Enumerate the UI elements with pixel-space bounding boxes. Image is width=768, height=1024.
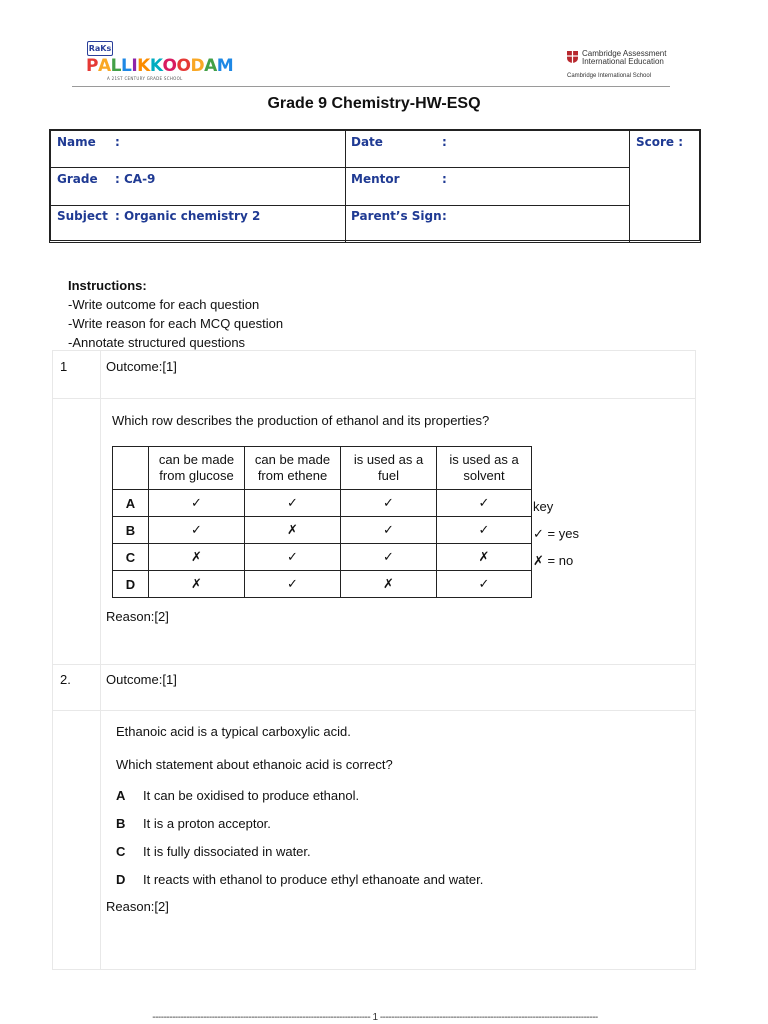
logo-letter: M <box>216 56 234 76</box>
logo-letter: O <box>162 56 177 76</box>
key-title: key <box>533 499 554 514</box>
logo-letter: I <box>131 56 138 76</box>
logo-tagline: A 21ST CENTURY GRADE SCHOOL <box>107 76 183 81</box>
q2-question-text: Which statement about ethanoic acid is correct? <box>116 757 393 772</box>
table-cell: ✗ <box>149 571 245 598</box>
table-cell: ✗ <box>245 517 341 544</box>
q1-number: 1 <box>60 359 68 374</box>
info-row-divider-2 <box>51 205 629 206</box>
q1-col-label: can be made from glucose <box>158 452 235 483</box>
logo-letter: L <box>120 56 132 76</box>
table-cell: ✓ <box>341 490 437 517</box>
instruction-item: -Annotate structured questions <box>68 335 246 350</box>
logo-letter: O <box>176 56 191 76</box>
cambridge-logo-text <box>582 50 666 66</box>
info-row-divider-1 <box>51 167 629 168</box>
grid-number-column-divider <box>100 351 101 969</box>
footer-rule-right: ----------------------------------------------------------------------------- <box>379 1012 598 1023</box>
option-text: It can be oxidised to produce ethanol. <box>143 788 360 803</box>
subject-value: : Organic chemistry 2 <box>115 209 261 223</box>
q2-option-c[interactable] <box>116 844 311 859</box>
table-cell: ✗ <box>437 544 532 571</box>
logo-letter: A <box>97 56 111 76</box>
q1-col-ethene <box>245 447 341 490</box>
q2-number: 2. <box>60 672 71 687</box>
q1-option-row-c[interactable] <box>113 544 532 571</box>
row-label: B <box>113 517 149 544</box>
date-label: Date <box>351 135 383 149</box>
q1-table-header-row <box>113 447 532 490</box>
table-cell: ✓ <box>245 571 341 598</box>
logo-letter: L <box>110 56 121 76</box>
cambridge-shield-icon <box>567 51 578 63</box>
logo-letter: K <box>137 56 150 76</box>
table-cell: ✓ <box>341 544 437 571</box>
logo-letter: A <box>204 56 217 76</box>
cambridge-line-2: International Education <box>582 57 664 66</box>
parent-sign-field[interactable]: : <box>442 209 447 223</box>
q1-reason[interactable]: Reason:[2] <box>106 609 169 624</box>
row-label: A <box>113 490 149 517</box>
row-label: C <box>113 544 149 571</box>
name-label: Name <box>57 135 96 149</box>
table-cell: ✓ <box>245 490 341 517</box>
q2-intro: Ethanoic acid is a typical carboxylic acid. <box>116 724 351 739</box>
table-cell: ✓ <box>437 571 532 598</box>
q1-option-row-d[interactable] <box>113 571 532 598</box>
q1-table-corner <box>113 447 149 490</box>
instructions <box>68 276 283 352</box>
mentor-label: Mentor <box>351 172 400 186</box>
table-cell: ✓ <box>149 490 245 517</box>
grade-value: : CA-9 <box>115 172 156 186</box>
option-letter: A <box>116 788 126 803</box>
parent-sign-label: Parent’s Sign <box>351 209 442 223</box>
key-no: ✗ = no <box>533 553 574 568</box>
grid-row-divider-1 <box>53 398 695 399</box>
q1-col-fuel <box>341 447 437 490</box>
date-field[interactable]: : <box>442 135 447 149</box>
info-divider-1 <box>345 131 346 242</box>
option-letter: B <box>116 816 126 831</box>
q1-option-row-b[interactable] <box>113 517 532 544</box>
table-cell: ✓ <box>341 517 437 544</box>
raks-badge: RaKs <box>87 41 113 56</box>
document-title: Grade 9 Chemistry-HW-ESQ <box>267 95 481 112</box>
option-text: It reacts with ethanol to produce ethyl ethanoate and water. <box>143 872 484 887</box>
instruction-item: -Write reason for each MCQ question <box>68 316 284 331</box>
subject-label: Subject <box>57 209 108 223</box>
logo-text <box>86 56 233 76</box>
table-cell: ✗ <box>149 544 245 571</box>
table-cell: ✓ <box>149 517 245 544</box>
q2-outcome: Outcome:[1] <box>106 672 177 687</box>
q1-question-text: Which row describes the production of ethanol and its properties? <box>112 413 490 428</box>
instruction-item: -Write outcome for each question <box>68 297 260 312</box>
instructions-heading: Instructions: <box>68 278 147 293</box>
logo-letter: P <box>86 56 98 76</box>
option-letter: C <box>116 844 126 859</box>
logo-letter: K <box>149 56 163 76</box>
cambridge-line-1: Cambridge Assessment <box>582 49 667 58</box>
name-field[interactable]: : <box>115 135 120 149</box>
info-divider-2 <box>629 131 630 242</box>
footer-rule-left: ----------------------------------------------------------------------------- <box>152 1012 371 1023</box>
q1-option-row-a[interactable] <box>113 490 532 517</box>
q1-outcome: Outcome:[1] <box>106 359 177 374</box>
table-cell: ✓ <box>245 544 341 571</box>
table-cell: ✓ <box>437 490 532 517</box>
q2-option-d[interactable] <box>116 872 483 887</box>
grade-label: Grade <box>57 172 98 186</box>
q1-col-solvent <box>437 447 532 490</box>
logo-letter: D <box>190 56 205 76</box>
mentor-field[interactable]: : <box>442 172 447 186</box>
grid-row-divider-3 <box>53 710 695 711</box>
q1-col-label: is used as a solvent <box>449 452 519 483</box>
q2-option-b[interactable] <box>116 816 271 831</box>
cambridge-school-label: Cambridge International School <box>567 73 652 79</box>
table-cell: ✗ <box>341 571 437 598</box>
q1-answer-table <box>112 446 532 598</box>
option-text: It is fully dissociated in water. <box>143 844 311 859</box>
key-yes: ✓ = yes <box>533 526 579 541</box>
pallikkoodam-logo <box>86 56 233 76</box>
q2-option-a[interactable] <box>116 788 359 803</box>
table-cell: ✓ <box>437 517 532 544</box>
q1-col-label: is used as a fuel <box>353 452 424 483</box>
student-info-table <box>49 129 701 243</box>
q2-reason[interactable]: Reason:[2] <box>106 899 169 914</box>
header-divider <box>72 86 670 87</box>
q1-col-label: can be made from ethene <box>254 452 331 483</box>
q1-col-glucose <box>149 447 245 490</box>
page-number: 1 <box>372 1012 378 1023</box>
score-label: Score : <box>636 135 684 149</box>
option-text: It is a proton acceptor. <box>143 816 271 831</box>
option-letter: D <box>116 872 126 887</box>
page-footer <box>72 1012 678 1023</box>
row-label: D <box>113 571 149 598</box>
grid-row-divider-2 <box>53 664 695 665</box>
